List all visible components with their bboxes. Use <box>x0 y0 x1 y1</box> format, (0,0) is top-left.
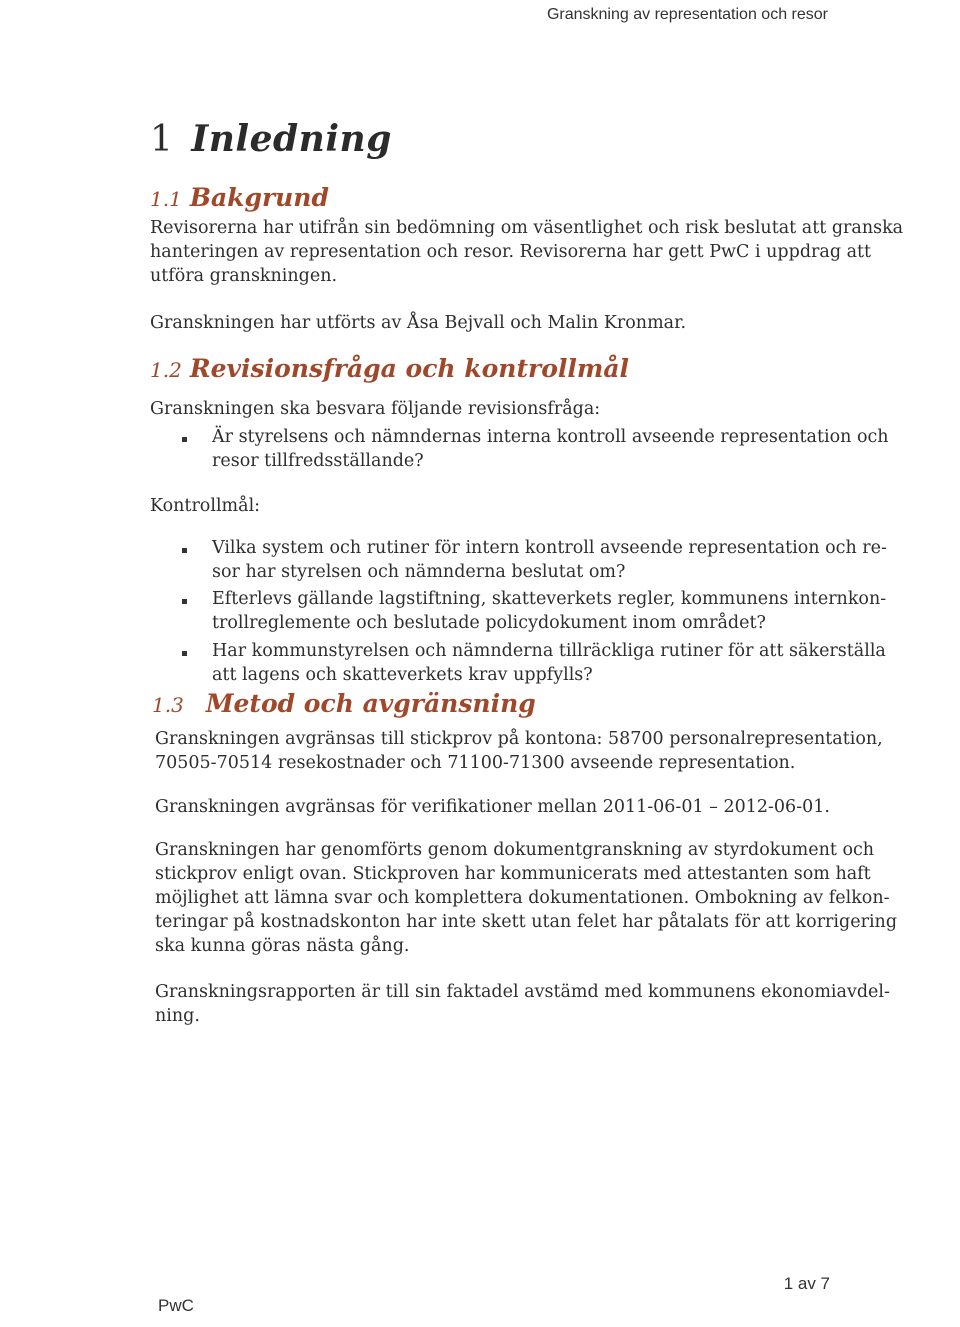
section-number: 1.1 <box>150 187 182 211</box>
paragraph-scope-accounts: Granskningen avgränsas till stickprov på kontona: 58700 personalrepresentation, 70505-70514 resekostnader och 71100-71300 avseende representation. <box>155 729 883 773</box>
paragraph-report-verified: Granskningsrapporten är till sin faktadel avstämd med kommunens ekonomiavdel- ning. <box>155 982 890 1026</box>
section-title: Metod och avgränsning <box>205 689 536 718</box>
section-number: 1.3 <box>152 693 184 717</box>
paragraph-method: Granskningen har genomförts genom dokumentgranskning av styrdokument och stickprov enligt ovan. Stickproven har kommunicerats med attestanten som haft möjlighet att lämna svar och komplettera dokumentationen. Ombokning av felkon- teringar på kostnadskonton har inte skett utan felet har påtalats för att korrigering ska kunna göras nästa gång. <box>155 840 898 956</box>
paragraph-background: Revisorerna har utifrån sin bedömning om väsentlighet och risk beslutat att granska hanteringen av representation och resor. Revisorerna har gett PwC i uppdrag att utföra granskningen. <box>150 218 904 286</box>
chapter-title: Inledning <box>191 118 392 160</box>
footer-brand: PwC <box>158 1296 194 1315</box>
bullet-marker <box>182 651 187 656</box>
section-heading-1-1 <box>150 183 329 212</box>
paragraph-auditors: Granskningen har utförts av Åsa Bejvall och Malin Kronmar. <box>150 313 687 333</box>
section-title: Revisionsfråga och kontrollmål <box>189 354 630 383</box>
chapter-number: 1 <box>150 119 174 160</box>
list-item-goal: Efterlevs gällande lagstiftning, skatteverkets regler, kommunens internkon- trollreglemente och beslutade policydokument inom området? <box>212 589 887 633</box>
running-header: Granskning av representation och resor <box>546 6 828 23</box>
section-heading-1-3 <box>152 689 536 718</box>
paragraph-question-intro: Granskningen ska besvara följande revisionsfråga: <box>150 399 601 419</box>
chapter-heading <box>150 118 392 160</box>
section-heading-1-2 <box>150 354 629 383</box>
bullet-marker <box>182 548 187 553</box>
bullet-marker <box>182 437 187 442</box>
section-title: Bakgrund <box>189 183 329 212</box>
page-number: 1 av 7 <box>783 1274 830 1293</box>
list-item-question: Är styrelsens och nämndernas interna kontroll avseende representation och resor tillfredsställande? <box>212 427 889 471</box>
list-item-goal: Vilka system och rutiner för intern kontroll avseende representation och re- sor har styrelsen och nämnderna beslutat om? <box>212 538 887 582</box>
section-number: 1.2 <box>150 358 182 382</box>
paragraph-goals-label: Kontrollmål: <box>150 496 261 516</box>
paragraph-scope-period: Granskningen avgränsas för verifikationer mellan 2011-06-01 – 2012-06-01. <box>155 797 830 817</box>
list-item-goal: Har kommunstyrelsen och nämnderna tillräckliga rutiner för att säkerställa att lagens och skatteverkets krav uppfylls? <box>212 641 886 685</box>
bullet-marker <box>182 599 187 604</box>
